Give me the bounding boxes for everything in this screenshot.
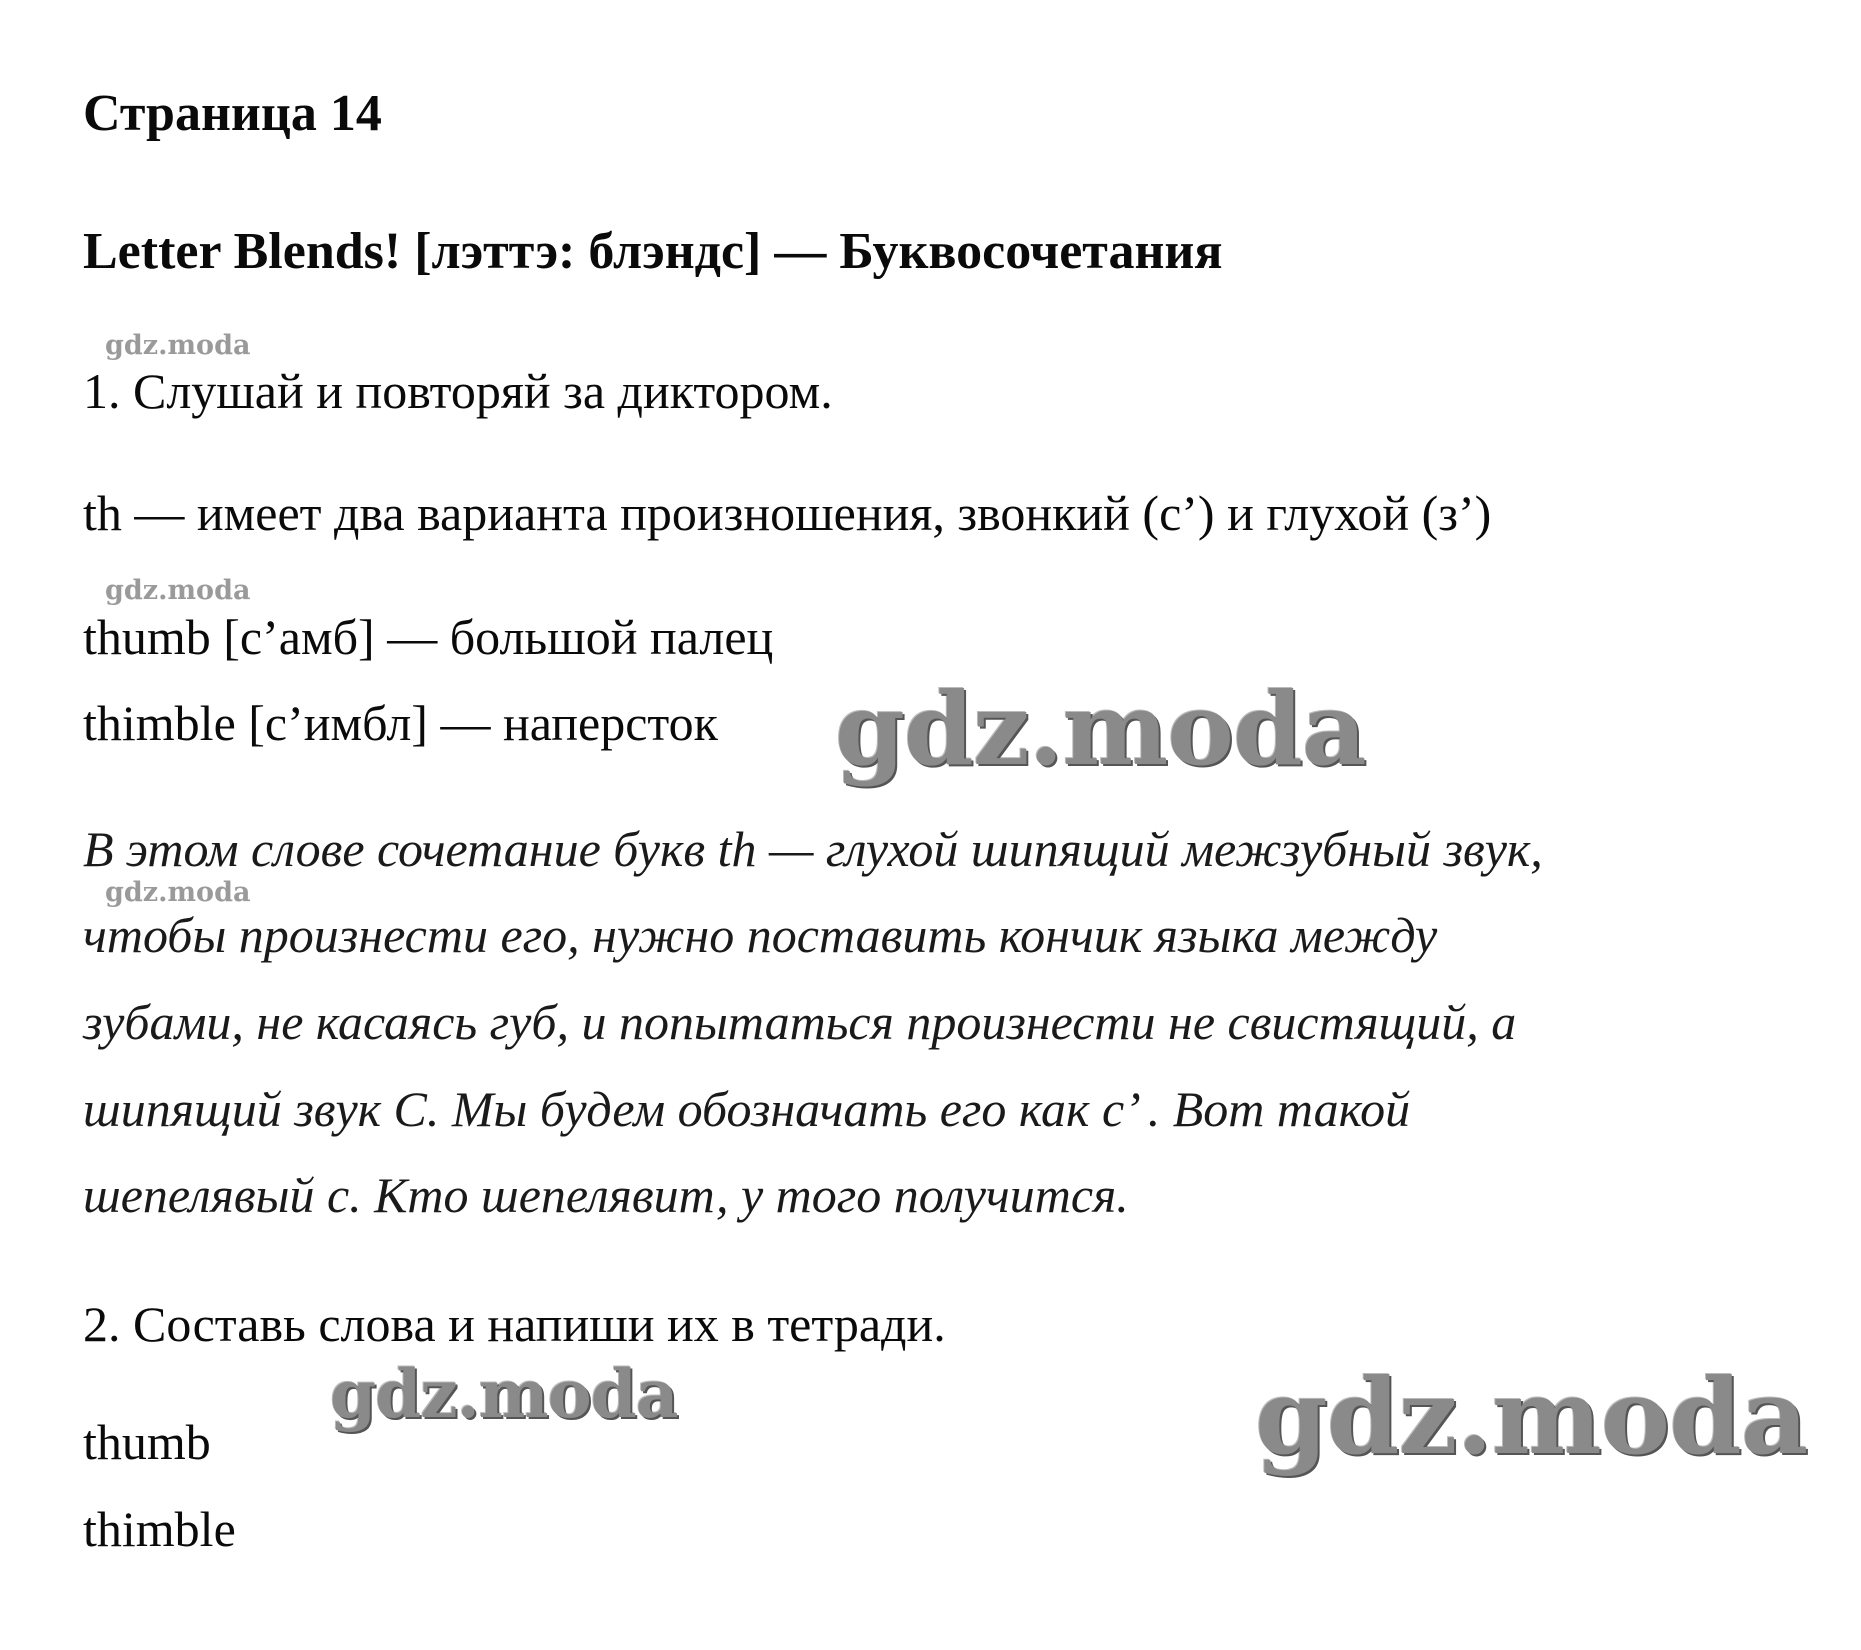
task-2-instruction: 2. Составь слова и напиши их в тетради.	[83, 1296, 946, 1352]
answer-thumb: thumb	[83, 1414, 211, 1470]
section-title: Letter Blends! [лэттэ: блэндс] — Буквосочетания	[83, 223, 1223, 280]
page-title: Страница 14	[83, 85, 382, 142]
watermark-small-2: gdz.moda	[105, 575, 251, 606]
th-rule: th — имеет два варианта произношения, звонкий (с’) и глухой (з’)	[83, 485, 1492, 541]
watermark-large-3: gdz.moda	[1255, 1355, 1808, 1478]
explanation-line-5: шепелявый с. Кто шепелявит, у того получится.	[83, 1167, 1129, 1223]
explanation-line-2: чтобы произнести его, нужно поставить кончик языка между	[83, 907, 1438, 963]
explanation-line-4: шипящий звук С. Мы будем обозначать его как с’ . Вот такой	[83, 1081, 1411, 1137]
word-thimble: thimble [с’имбл] — наперсток	[83, 695, 718, 751]
task-1-instruction: 1. Слушай и повторяй за диктором.	[83, 363, 833, 419]
watermark-large-2: gdz.moda	[330, 1355, 678, 1433]
explanation-line-1: В этом слове сочетание букв th — глухой шипящий межзубный звук,	[83, 821, 1543, 877]
answer-thimble: thimble	[83, 1501, 236, 1557]
watermark-small-1: gdz.moda	[105, 330, 251, 361]
watermark-large-1: gdz.moda	[835, 670, 1366, 788]
watermark-small-3: gdz.moda	[105, 877, 251, 908]
explanation-line-3: зубами, не касаясь губ, и попытаться произнести не свистящий, а	[83, 994, 1517, 1050]
word-thumb: thumb [с’амб] — большой палец	[83, 609, 774, 665]
